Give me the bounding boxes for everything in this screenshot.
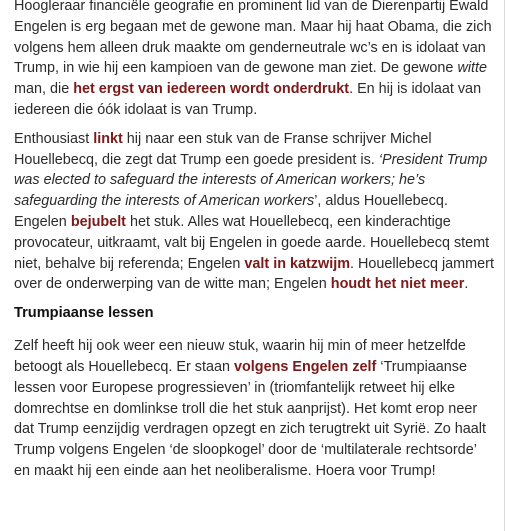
quote-text: ‘President Trump was elected to safeguard the interests of American workers; he’s safeguarding the interests of American workers xyxy=(14,151,488,210)
paragraph-text: ’, aldus Houellebecq. Engelen xyxy=(14,193,448,230)
link-ergst-onderdrukt[interactable]: het ergst van iedereen wordt onderdrukt xyxy=(73,81,350,98)
section-heading: Trumpiaanse lessen xyxy=(14,305,154,322)
paragraph-3 xyxy=(14,336,496,482)
article-body xyxy=(14,0,496,490)
emphasis-text: witte xyxy=(457,60,488,77)
paragraph-text: . xyxy=(464,276,469,293)
link-houdt-het-niet-meer[interactable]: houdt het niet meer xyxy=(330,276,465,293)
paragraph-text: ‘Trumpiaanse lessen voor Europese progressieven’ in (triomfantelijk retweet hij elke domrechtse en domlinkse troll die het stuk aanprijst). Het komt erop neer dat Trump eenzijdig verdragen opzegt en zich terugtrekt uit Syrië. Zo haalt Trump volgens Engelen ‘de sloopkogel’ door de ‘multilaterale rechtsorde’ en maakt hij een einde aan het neoliberalisme. Hoera voor Trump! xyxy=(14,358,486,479)
paragraph-text: Hoogleraar financiële geografie en prominent lid van de Dierenpartij Ewald Engelen is erg begaan met de gewone man. Maar hij haat Obama, die zich volgens hem alleen druk maakte om genderneutrale wc’s en is idolaat van Trump, in wie hij een kampioen van de gewone man ziet. De gewone xyxy=(14,0,492,77)
paragraph-text: Enthousiast xyxy=(14,130,94,147)
link-valt-in-katzwijm[interactable]: valt in katzwijm xyxy=(244,255,350,272)
paragraph-2 xyxy=(14,129,496,295)
link-linkt[interactable]: linkt xyxy=(93,130,123,147)
paragraph-text: man, die xyxy=(14,81,74,98)
link-volgens-engelen-zelf[interactable]: volgens Engelen zelf xyxy=(234,358,377,375)
paragraph-text: hij naar een stuk van de Franse schrijver Michel Houellebecq, die zegt dat Trump een goede president is. xyxy=(14,130,432,168)
paragraph-text: . En hij is idolaat van iedereen die óók idolaat is van Trump. xyxy=(14,81,482,118)
link-bejubelt[interactable]: bejubelt xyxy=(70,213,126,230)
paragraph-1 xyxy=(14,0,496,121)
paragraph-text: het stuk. Alles wat Houellebecq, een kinderachtige provocateur, uitkraamt, valt bij Engelen in goede aarde. Houellebecq stemt niet, behalve bij referenda; Engelen xyxy=(14,213,490,272)
paragraph-text: . Houellebecq jammert over de onderwerping van de witte man; Engelen xyxy=(14,255,494,293)
paragraph-text: Zelf heeft hij ook weer een nieuw stuk, waarin hij min of meer hetzelfde betoogt als Houellebecq. Er staan xyxy=(14,338,466,375)
